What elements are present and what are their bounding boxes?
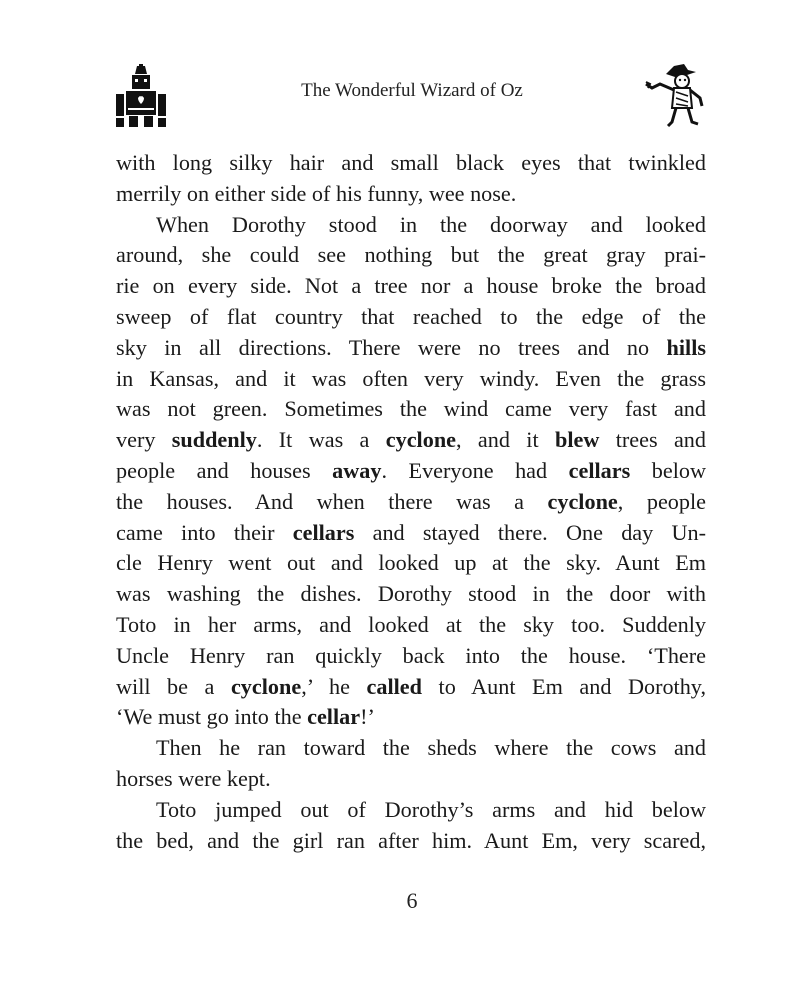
text-segment: was washing the dishes. Dorothy stood in the door with	[116, 581, 706, 607]
text-segment: rie on every side. Not a tree nor a house broke the broad	[116, 273, 706, 299]
text-line	[116, 733, 706, 764]
bold-word: cyclone	[230, 673, 302, 699]
text-segment: very	[116, 427, 172, 453]
text-segment: with long silky hair and small black eyes that twinkled	[116, 150, 706, 175]
text-line	[116, 456, 706, 487]
text-segment: sky in all directions. There were no trees and no	[116, 334, 667, 360]
text-segment: people and houses	[116, 457, 333, 483]
text-segment: in Kansas, and it was often very windy. Even the grass	[116, 365, 706, 391]
text-segment: around, she could see nothing but the great gray prai-	[116, 242, 706, 268]
text-segment: merrily on either side of his funny, wee nose.	[116, 180, 517, 206]
text-segment: was not green. Sometimes the wind came very fast and	[116, 396, 706, 422]
text-segment: , and it	[456, 427, 555, 453]
text-segment: will be a	[116, 673, 231, 699]
text-segment: sweep of flat country that reached to the edge of the	[116, 303, 706, 329]
text-line	[116, 240, 706, 271]
bold-word: cellars	[292, 519, 355, 545]
text-segment: . It was a	[256, 427, 386, 453]
text-segment: !’	[360, 704, 375, 730]
text-line	[116, 672, 706, 703]
text-line	[116, 764, 706, 795]
bold-word: cyclone	[547, 488, 618, 514]
text-segment: to Aunt Em and Dorothy,	[421, 673, 707, 699]
text-line	[116, 518, 706, 549]
text-line	[116, 610, 706, 641]
text-line	[116, 302, 706, 333]
text-segment: horses were kept.	[116, 765, 271, 791]
text-segment: ‘We must go into the	[116, 704, 308, 730]
scarecrow-icon	[644, 64, 708, 128]
bold-word: away	[332, 457, 382, 483]
text-line	[116, 210, 706, 241]
text-segment: Uncle Henry ran quickly back into the house. ‘There	[116, 642, 706, 668]
bold-word: cellar	[307, 704, 361, 730]
text-segment: the bed, and the girl ran after him. Aunt Em, very scared,	[116, 827, 706, 853]
text-line	[116, 148, 706, 179]
body-text	[116, 148, 706, 856]
text-line	[116, 548, 706, 579]
text-line	[116, 826, 706, 857]
text-line	[116, 579, 706, 610]
text-line	[116, 271, 706, 302]
bold-word: hills	[666, 334, 706, 360]
text-segment: came into their	[116, 519, 293, 545]
text-line	[116, 179, 706, 210]
text-line	[116, 333, 706, 364]
bold-word: suddenly	[171, 427, 257, 453]
bold-word: blew	[554, 427, 600, 453]
page-header	[0, 60, 800, 130]
bold-word: cyclone	[385, 427, 457, 453]
text-line	[116, 795, 706, 826]
text-segment: . Everyone had	[381, 457, 569, 483]
text-segment: the houses. And when there was a	[116, 488, 548, 514]
text-segment: Then he ran toward the sheds where the cows and	[156, 735, 706, 761]
text-segment: and stayed there. One day Un-	[354, 519, 706, 545]
text-segment: below	[630, 457, 706, 483]
text-line	[116, 364, 706, 395]
text-segment: trees and	[599, 427, 706, 453]
text-segment: When Dorothy stood in the doorway and looked	[156, 211, 706, 237]
text-line	[116, 394, 706, 425]
bold-word: cellars	[568, 457, 631, 483]
text-line	[116, 641, 706, 672]
text-segment: cle Henry went out and looked up at the sky. Aunt Em	[116, 550, 706, 576]
bold-word: called	[366, 673, 422, 699]
running-header-title: The Wonderful Wizard of Oz	[301, 80, 523, 101]
text-segment: Toto jumped out of Dorothy’s arms and hid below	[156, 796, 706, 822]
text-line	[116, 702, 706, 733]
page-number: 6	[406, 888, 418, 913]
text-line	[116, 425, 706, 456]
text-segment: ,’ he	[301, 673, 367, 699]
text-line	[116, 487, 706, 518]
text-segment: , people	[617, 488, 706, 514]
text-segment: Toto in her arms, and looked at the sky too. Suddenly	[116, 611, 706, 637]
